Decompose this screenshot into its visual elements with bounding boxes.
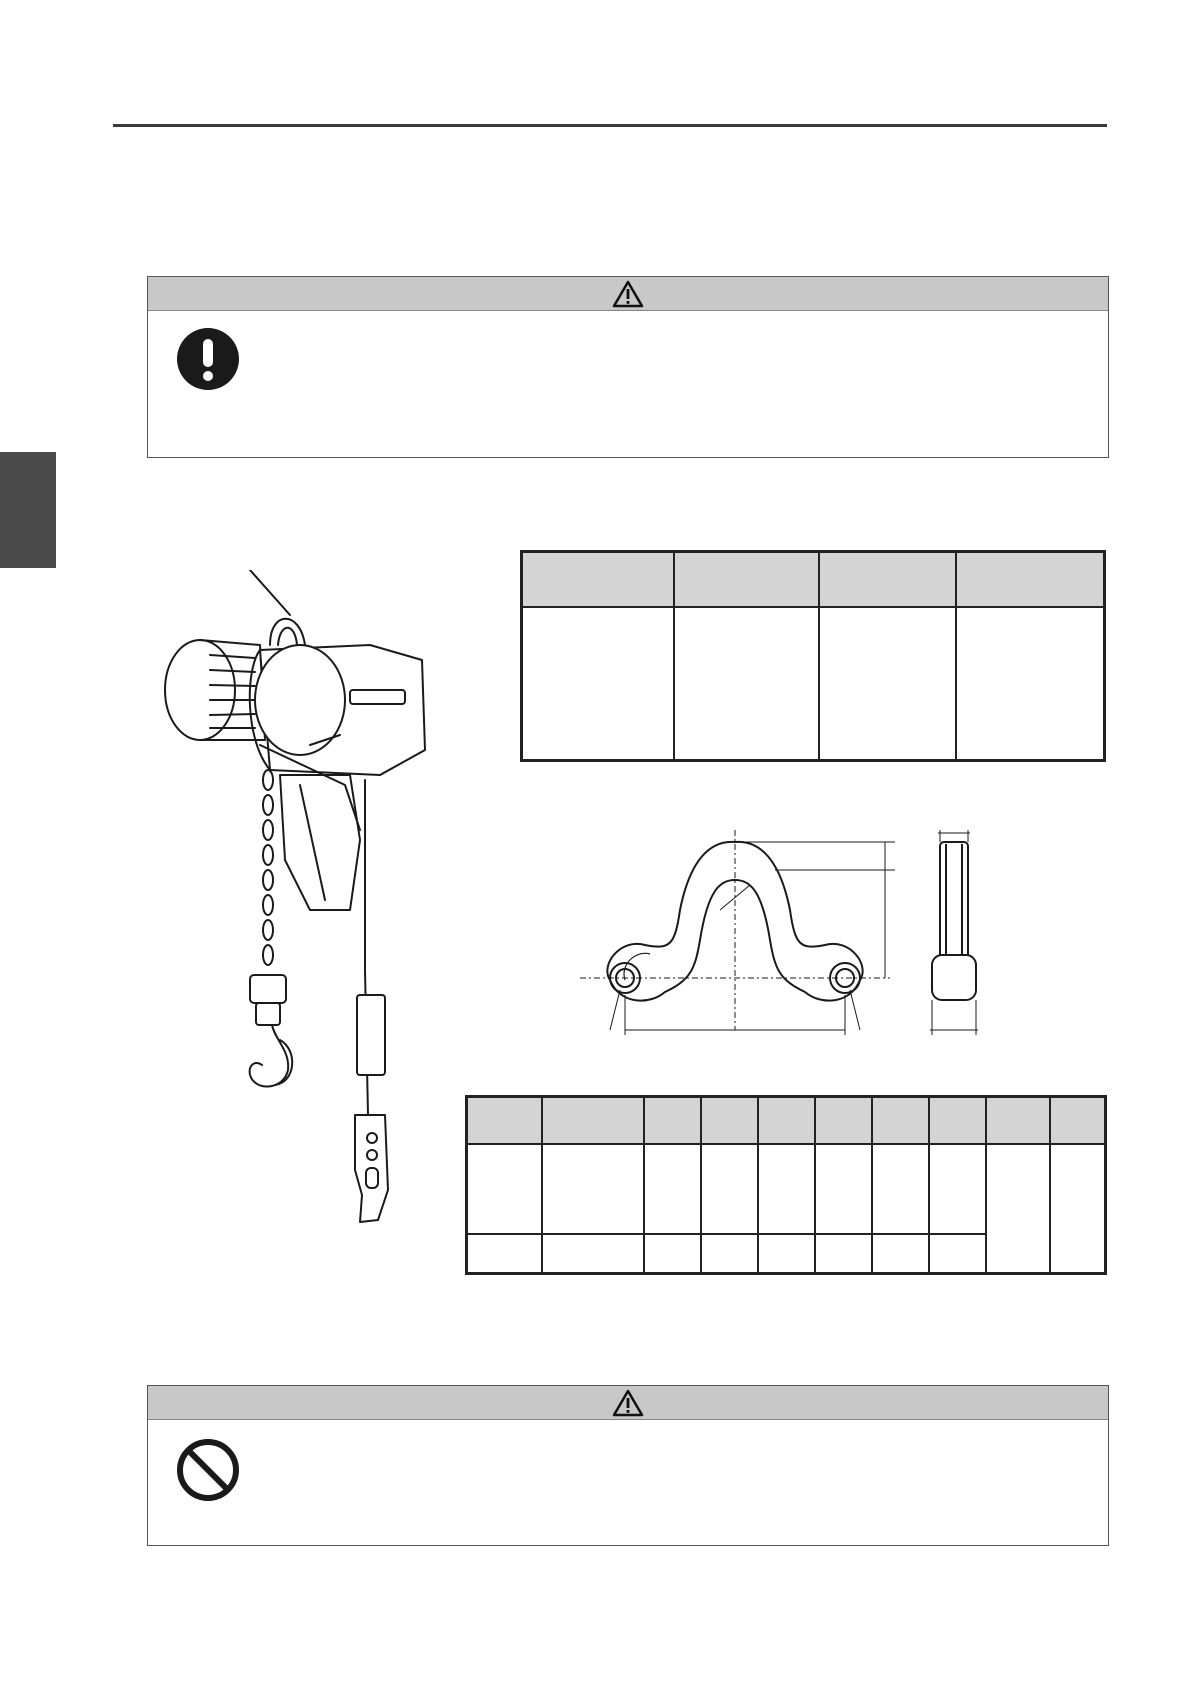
spec-cell <box>819 607 956 761</box>
warning-box-mandatory <box>147 276 1109 458</box>
warning-header <box>148 277 1108 311</box>
spec-cell <box>674 607 819 761</box>
dim-cell <box>815 1234 872 1274</box>
dim-header-cell <box>815 1097 872 1144</box>
spec-header-cell <box>956 552 1105 607</box>
spec-header-cell <box>522 552 675 607</box>
electric-chain-hoist-illustration <box>150 570 450 1240</box>
dim-cell <box>758 1234 815 1274</box>
dim-header-cell <box>644 1097 701 1144</box>
top-hanger-dimension-drawing <box>580 830 1000 1070</box>
spec-table <box>520 550 1106 762</box>
dim-cell <box>986 1144 1050 1274</box>
dim-cell <box>542 1234 644 1274</box>
prohibition-circle-icon <box>176 1438 240 1502</box>
spec-header-cell <box>819 552 956 607</box>
dim-cell <box>644 1234 701 1274</box>
header-rule <box>113 124 1107 127</box>
dim-header-cell <box>467 1097 543 1144</box>
dim-cell <box>467 1234 543 1274</box>
dim-cell <box>758 1144 815 1234</box>
dim-cell <box>467 1144 543 1234</box>
dim-header-cell <box>701 1097 758 1144</box>
warning-triangle-icon <box>612 1389 644 1417</box>
dim-header-cell <box>986 1097 1050 1144</box>
dim-cell <box>644 1144 701 1234</box>
dim-header-cell <box>929 1097 986 1144</box>
spec-cell <box>956 607 1105 761</box>
exclamation-circle-icon <box>176 327 240 391</box>
dim-header-cell <box>872 1097 929 1144</box>
dim-cell <box>1050 1144 1106 1274</box>
dimension-table <box>465 1095 1107 1275</box>
warning-header <box>148 1386 1108 1420</box>
dim-cell <box>929 1144 986 1234</box>
dim-cell <box>701 1144 758 1234</box>
dim-cell <box>542 1144 644 1234</box>
chapter-tab <box>0 452 56 568</box>
warning-box-prohibition <box>147 1385 1109 1546</box>
dim-header-cell <box>758 1097 815 1144</box>
dim-cell <box>929 1234 986 1274</box>
dim-header-cell <box>542 1097 644 1144</box>
dim-header-cell <box>1050 1097 1106 1144</box>
warning-triangle-icon <box>612 280 644 308</box>
dim-cell <box>701 1234 758 1274</box>
spec-header-cell <box>674 552 819 607</box>
dim-cell <box>872 1234 929 1274</box>
spec-cell <box>522 607 675 761</box>
dim-cell <box>872 1144 929 1234</box>
dim-cell <box>815 1144 872 1234</box>
